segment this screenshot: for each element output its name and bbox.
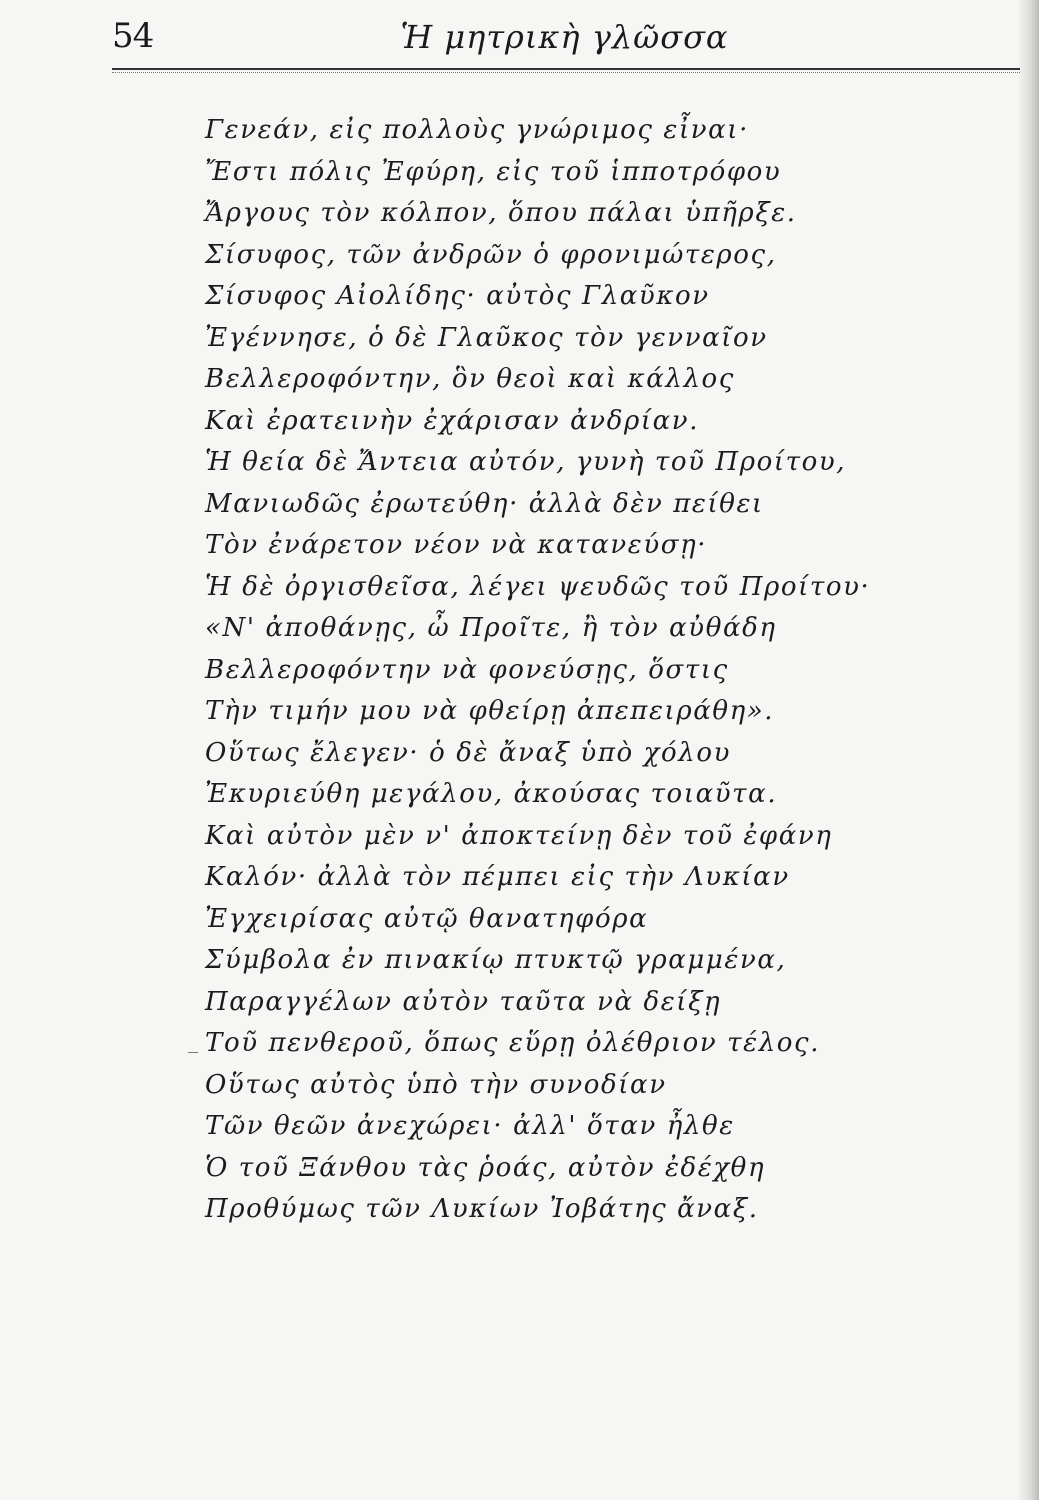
poem-line: Καὶ ἐρατεινὴν ἐχάρισαν ἀνδρίαν. [205, 405, 700, 436]
poem-line: Βελλεροφόντην, ὃν θεοὶ καὶ κάλλος [205, 364, 735, 394]
poem-line: Ἡ δὲ ὀργισθεῖσα, λέγει ψευδῶς τοῦ Προίτου· [205, 571, 871, 602]
poem-line: Τῶν θεῶν ἀνεχώρει· ἀλλ' ὅταν ἦλθε [205, 1111, 735, 1141]
poem-line: Οὕτως ἔλεγεν· ὁ δὲ ἄναξ ὑπὸ χόλου [205, 737, 731, 768]
poem-line: Τὸν ἐνάρετον νέον νὰ κατανεύσῃ· [205, 530, 708, 560]
poem-line: Καλόν· ἀλλὰ τὸν πέμπει εἰς τὴν Λυκίαν [205, 862, 790, 892]
header-rule-dotted [112, 72, 1020, 73]
poem-line: Ἔστι πόλις Ἐφύρη, εἰς τοῦ ἱπποτρόφου [205, 156, 782, 187]
page-header [112, 14, 1017, 64]
poem-line: Προθύμως τῶν Λυκίων Ἰοβάτης ἄναξ. [205, 1194, 759, 1224]
header-rule [112, 68, 1020, 70]
poem-line: Ὁ τοῦ Ξάνθου τὰς ῥοάς, αὐτὸν ἐδέχθη [205, 1152, 766, 1183]
poem-line: Σίσυφος Αἰολίδης· αὐτὸς Γλαῦκον [205, 281, 710, 311]
page-spine-shadow [1017, 0, 1039, 1500]
poem-line: Τὴν τιμήν μου νὰ φθείρῃ ἀπεπειράθη». [205, 696, 775, 726]
page-number: 54 [112, 16, 154, 56]
poem-line: Τοῦ πενθεροῦ, ὅπως εὕρῃ ὀλέθριον τέλος. [205, 1028, 821, 1058]
poem-line: Οὕτως αὐτὸς ὑπὸ τὴν συνοδίαν [205, 1069, 667, 1100]
poem-line: «Ν' ἀποθάνῃς, ὦ Προῖτε, ἢ τὸν αὐθάδη [205, 613, 777, 643]
margin-ink-mark [188, 1052, 198, 1053]
poem-line: Ἐγέννησε, ὁ δὲ Γλαῦκος τὸν γενναῖον [205, 322, 768, 353]
poem-line: Σύμβολα ἐν πινακίῳ πτυκτῷ γραμμένα, [205, 945, 787, 975]
poem-line: Ἐκυριεύθη μεγάλου, ἀκούσας τοιαῦτα. [205, 779, 778, 809]
poem-line: Σίσυφος, τῶν ἀνδρῶν ὁ φρονιμώτερος, [205, 239, 777, 270]
poem-line: Ἡ θεία δὲ Ἄντεια αὐτόν, γυνὴ τοῦ Προίτου, [205, 447, 847, 477]
running-title: Ἡ μητρικὴ γλῶσσα [400, 18, 729, 56]
poem-line: Ἄργους τὸν κόλπον, ὅπου πάλαι ὑπῆρξε. [205, 198, 797, 228]
poem-line: Μανιωδῶς ἐρωτεύθη· ἀλλὰ δὲν πείθει [205, 488, 764, 519]
poem-line: Βελλεροφόντην νὰ φονεύσῃς, ὅστις [205, 654, 729, 685]
poem-text [205, 110, 965, 1231]
poem-line: Παραγγέλων αὐτὸν ταῦτα νὰ δείξῃ [205, 986, 722, 1017]
poem-line: Καὶ αὐτὸν μὲν ν' ἀποκτείνῃ δὲν τοῦ ἐφάνη [205, 820, 833, 851]
poem-line: Γενεάν, εἰς πολλοὺς γνώριμος εἶναι· [205, 115, 749, 145]
poem-line: Ἐγχειρίσας αὐτῷ θανατηφόρα [205, 903, 649, 934]
